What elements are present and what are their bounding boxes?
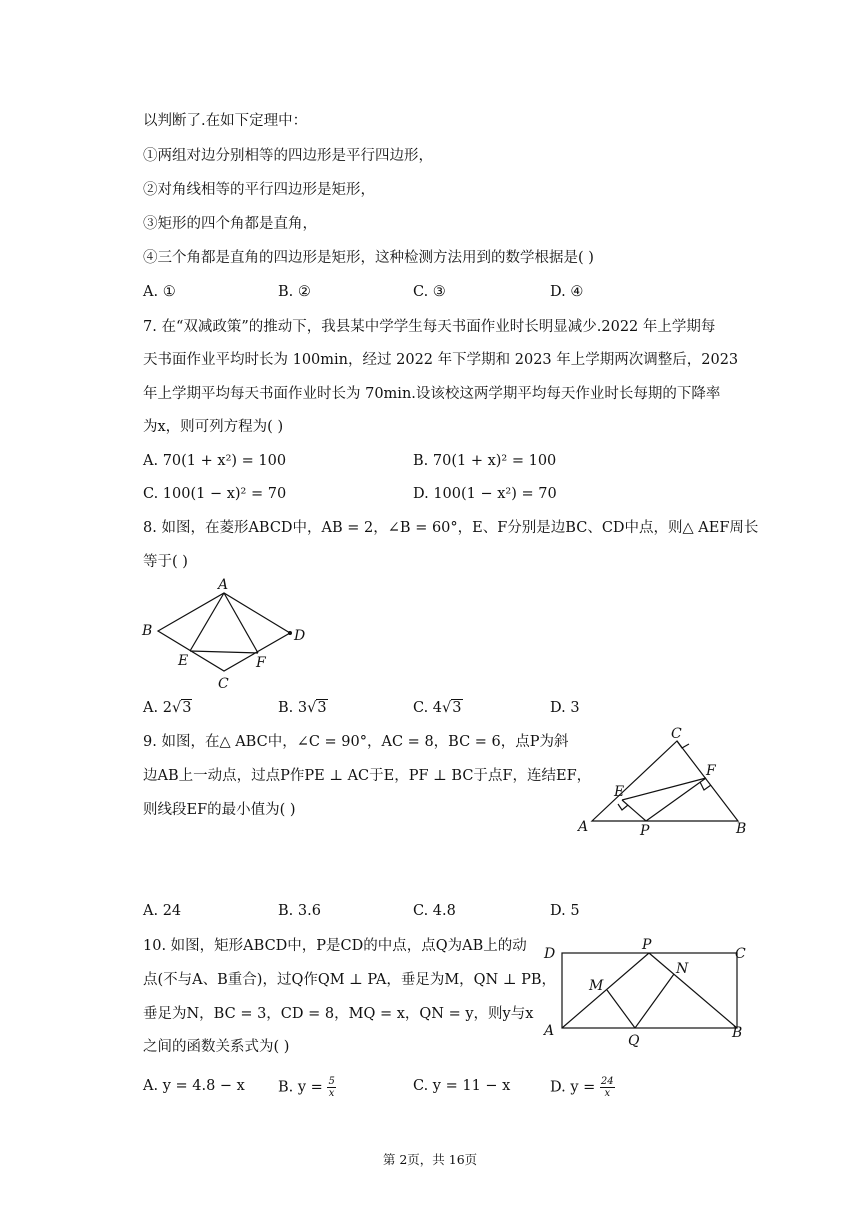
q7-option-d: D. 100(1 − x²) = 70 [413,486,557,502]
q8-line-1: 8. 如图，在菱形ABCD中，AB = 2，∠B = 60°，E、F分别是边BC、CD中点，则△ AEF周长 [143,520,759,536]
q8-option-c: C. 4√3 [413,700,462,716]
fraction-5-over-x: $\frac{5}{x}$ [328,1076,335,1099]
label-c: C [735,946,746,962]
q7-line-4: 为x，则可列方程为( ) [143,419,284,435]
intro-lead: 以判断了.在如下定理中： [143,113,308,129]
triangle-abc [592,741,738,821]
right-angle-c [677,741,689,748]
q7-option-c: C. 100(1 − x)² = 70 [143,486,287,502]
label-c: C [671,726,682,742]
q10-line-2: 点(不与A、B重合)，过Q作QM ⊥ PA，垂足为M，QN ⊥ PB， [143,972,557,988]
q8-option-b: B. 3√3 [278,700,327,716]
triangle-figure [576,728,756,838]
label-b: B [736,821,747,837]
label-e: E [614,784,625,800]
segment-pe [622,800,646,821]
rectangle-figure [542,938,752,1048]
q10-line-4: 之间的函数关系式为( ) [143,1039,290,1055]
label-p: P [640,823,650,839]
q6-option-d: D. ④ [550,284,584,300]
label-b: B [732,1025,743,1041]
q6-option-a: A. ① [143,284,176,300]
label-f: F [706,763,716,779]
segment-ae [190,593,224,651]
q9-option-a: A. 24 [143,903,182,919]
q9-option-d: D. 5 [550,903,580,919]
q9-option-c: C. 4.8 [413,903,456,919]
segment-pa [562,953,649,1028]
right-angle-e [618,804,628,810]
rhombus-figure [138,575,318,695]
label-d: D [294,628,306,644]
q7-line-2: 天书面作业平均时长为 100min，经过 2022 年下学期和 2023 年上学期两次调整后，2023 [143,352,739,368]
q8-line-2: 等于( ) [143,554,188,570]
label-f: F [256,655,266,671]
q9-option-b: B. 3.6 [278,903,321,919]
label-e: E [178,653,189,669]
fraction-24-over-x: $\frac{24}{x}$ [600,1076,614,1099]
q10-option-b: B. y = $\frac{5}{x}$ [278,1076,335,1099]
q10-line-1: 10. 如图，矩形ABCD中，P是CD的中点，点Q为AB上的动 [143,938,527,954]
q10-option-a: A. y = 4.8 − x [143,1078,245,1094]
theorem-4: ④三个角都是直角的四边形是矩形，这种检测方法用到的数学根据是( ) [143,250,594,266]
q9-line-3: 则线段EF的最小值为( ) [143,802,296,818]
label-n: N [676,961,689,977]
label-b: B [142,623,153,639]
segment-af [224,593,258,653]
label-a: A [218,577,229,593]
segment-qn [635,974,674,1028]
label-d: D [544,946,556,962]
q6-option-c: C. ③ [413,284,446,300]
theorem-1: ①两组对边分别相等的四边形是平行四边形， [143,148,433,164]
label-q: Q [628,1033,640,1049]
q10-line-3: 垂足为N，BC = 3，CD = 8，MQ = x，QN = y，则y与x [143,1006,534,1022]
segment-pf [646,778,706,821]
label-a: A [544,1023,555,1039]
label-m: M [589,978,604,994]
segment-ef [190,651,258,653]
q10-option-c: C. y = 11 − x [413,1078,511,1094]
theorem-2: ②对角线相等的平行四边形是矩形， [143,182,375,198]
label-c: C [218,676,229,692]
q10-option-d: D. y = $\frac{24}{x}$ [550,1076,614,1099]
q7-option-b: B. 70(1 + x)² = 100 [413,453,557,469]
q7-line-3: 年上学期平均每天书面作业时长为 70min.设该校这两学期平均每天作业时长每期的下降率 [143,386,721,402]
q9-line-2: 边AB上一动点，过点P作PE ⊥ AC于E，PF ⊥ BC于点F，连结EF， [143,768,592,784]
q8-option-a: A. 2√3 [143,700,192,716]
q7-option-a: A. 70(1 + x²) = 100 [143,453,287,469]
q6-option-b: B. ② [278,284,311,300]
label-a: A [578,819,589,835]
q9-line-1: 9. 如图，在△ ABC中，∠C = 90°，AC = 8，BC = 6，点P为斜 [143,734,569,750]
label-p: P [642,937,652,953]
q8-option-d: D. 3 [550,700,580,716]
theorem-3: ③矩形的四个角都是直角， [143,216,317,232]
q7-line-1: 7. 在“双减政策”的推动下，我县某中学学生每天书面作业时长明显减少.2022 年上学期每 [143,319,716,335]
page-footer: 第 2页，共 16页 [382,1152,478,1167]
segment-qm [607,990,635,1028]
